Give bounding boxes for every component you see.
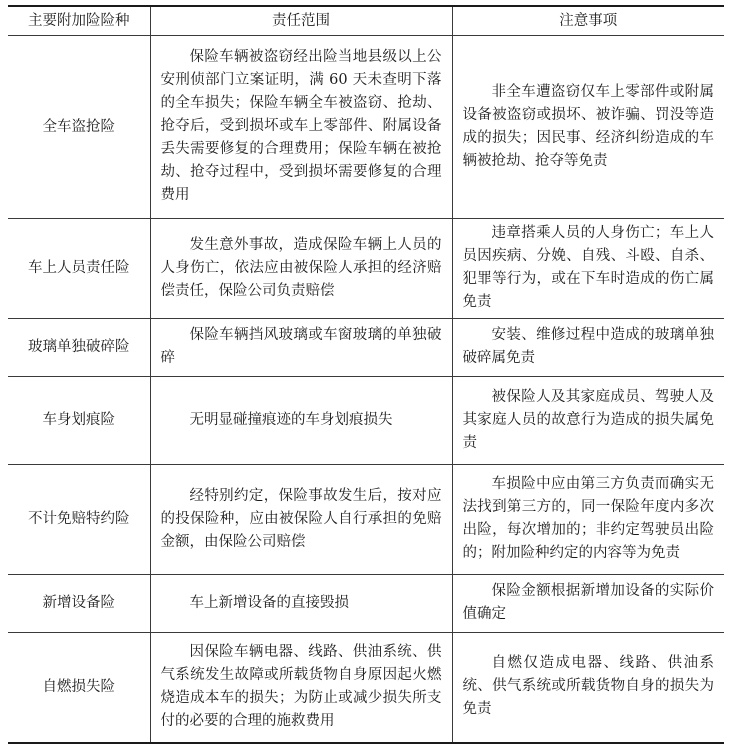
row-coverage: 保险车辆被盗窃经出险当地县级以上公安刑侦部门立案证明，满 60 天未查明下落的全车损失；保险车辆全车被盗窃、抢劫、抢夺后，受到损坏或车上零部件、附属设备丢失需要修复的合理费用；保险车辆在被抢劫、抢夺过程中，受到损坏需要修复的合理费用 [150,36,452,219]
row-coverage: 无明显碰撞痕迹的车身划痕损失 [150,377,452,465]
table-row [8,36,724,219]
row-insurance-type: 玻璃单独破碎险 [8,319,150,377]
row-coverage: 因保险车辆电器、线路、供油系统、供气系统发生故障或所载货物自身原因起火燃烧造成本车的损失；为防止或减少损失所支付的必要的合理的施救费用 [150,633,452,743]
table-row [8,219,724,319]
row-notes: 违章搭乘人员的人身伤亡；车上人员因疾病、分娩、自残、斗殴、自杀、犯罪等行为，或在下车时造成的伤亡属免责 [452,219,724,319]
row-coverage: 保险车辆挡风玻璃或车窗玻璃的单独破碎 [150,319,452,377]
table-row [8,465,724,575]
row-insurance-type: 全车盗抢险 [8,36,150,219]
row-notes: 被保险人及其家庭成员、驾驶人及其家庭人员的故意行为造成的损失属免责 [452,377,724,465]
row-coverage: 发生意外事故，造成保险车辆上人员的人身伤亡，依法应由被保险人承担的经济赔偿责任，保险公司负责赔偿 [150,219,452,319]
row-notes: 非全车遭盗窃仅车上零部件或附属设备被盗窃或损坏、被诈骗、罚没等造成的损失；因民事、经济纠纷造成的车辆被抢劫、抢夺等免责 [452,36,724,219]
header-coverage-scope: 责任范围 [150,6,452,36]
row-insurance-type: 车身划痕险 [8,377,150,465]
table-row [8,377,724,465]
table-row [8,633,724,743]
row-coverage: 经特别约定，保险事故发生后，按对应的投保险种，应由被保险人自行承担的免赔金额，由保险公司赔偿 [150,465,452,575]
header-notes: 注意事项 [452,6,724,36]
table-row [8,575,724,633]
insurance-table-container [8,5,724,744]
row-insurance-type: 车上人员责任险 [8,219,150,319]
row-notes: 保险金额根据新增加设备的实际价值确定 [452,575,724,633]
row-insurance-type: 新增设备险 [8,575,150,633]
row-insurance-type: 自燃损失险 [8,633,150,743]
row-coverage: 车上新增设备的直接毁损 [150,575,452,633]
table-header-row [8,6,724,36]
row-notes: 车损险中应由第三方负责而确实无法找到第三方的，同一保险年度内多次出险，每次增加的；非约定驾驶员出险的；附加险种约定的内容等为免责 [452,465,724,575]
row-notes: 自燃仅造成电器、线路、供油系统、供气系统或所载货物自身的损失为免责 [452,633,724,743]
table-row [8,319,724,377]
row-notes: 安装、维修过程中造成的玻璃单独破碎属免责 [452,319,724,377]
row-insurance-type: 不计免赔特约险 [8,465,150,575]
header-insurance-type: 主要附加险险种 [8,6,150,36]
additional-insurance-table [8,5,724,744]
